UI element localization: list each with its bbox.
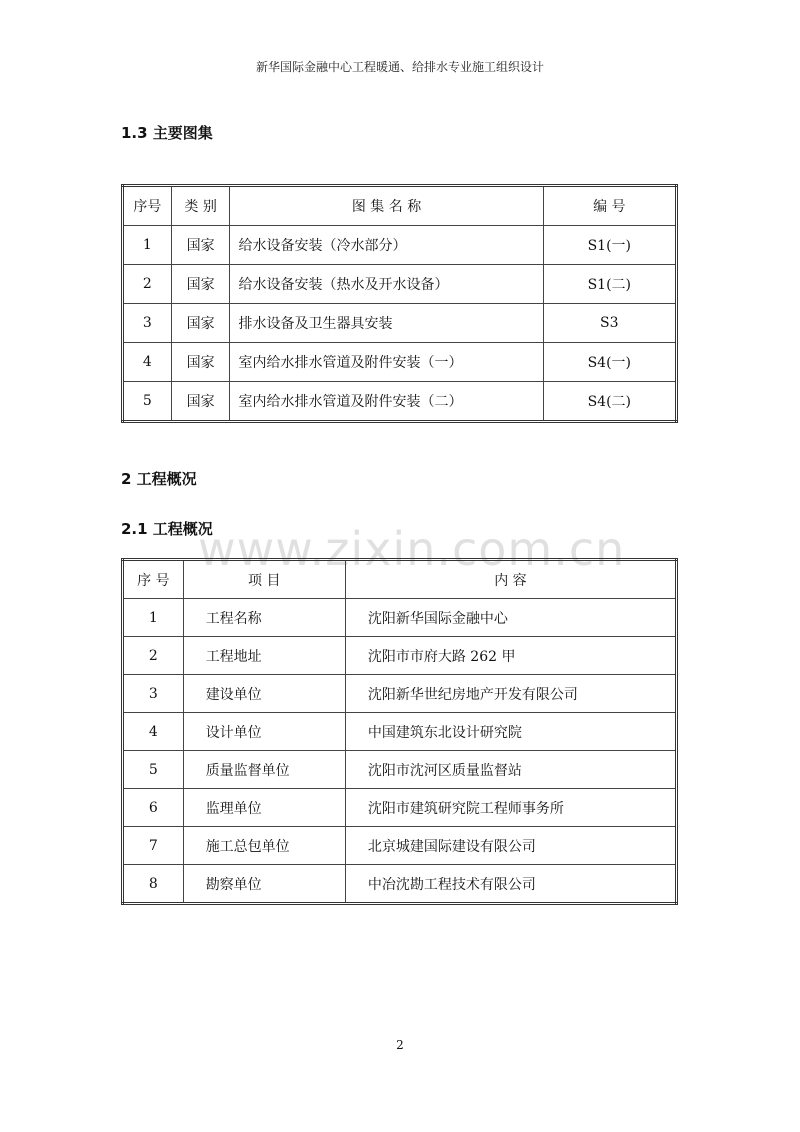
section-heading-1-3: 1.3 主要图集 <box>121 124 213 142</box>
cell-item: 监理单位 <box>183 789 345 827</box>
cell-index: 1 <box>123 226 172 265</box>
cell-item: 设计单位 <box>183 713 345 751</box>
cell-content: 中冶沈勘工程技术有限公司 <box>345 865 676 904</box>
cell-index: 1 <box>123 599 184 637</box>
header-cell: 序 号 <box>123 560 184 599</box>
table-row <box>123 751 677 789</box>
header-cell: 内 容 <box>345 560 676 599</box>
header-cell: 图 集 名 称 <box>230 186 543 226</box>
header-cell: 序号 <box>123 186 172 226</box>
cell-code: S4(一) <box>543 343 676 382</box>
cell-index: 4 <box>123 713 184 751</box>
cell-content: 沈阳新华世纪房地产开发有限公司 <box>345 675 676 713</box>
watermark: www.zixin.com.cn <box>198 522 626 576</box>
cell-index: 5 <box>123 751 184 789</box>
cell-item: 施工总包单位 <box>183 827 345 865</box>
cell-category: 国家 <box>171 265 230 304</box>
cell-category: 国家 <box>171 382 230 422</box>
section-heading-2-1: 2.1 工程概况 <box>121 520 213 538</box>
cell-atlas-name: 给水设备安装（热水及开水设备） <box>230 265 543 304</box>
cell-index: 8 <box>123 865 184 904</box>
table-row <box>123 599 677 637</box>
cell-item: 建设单位 <box>183 675 345 713</box>
header-cell: 编 号 <box>543 186 676 226</box>
cell-index: 7 <box>123 827 184 865</box>
cell-index: 4 <box>123 343 172 382</box>
cell-code: S4(二) <box>543 382 676 422</box>
cell-content: 沈阳市市府大路 262 甲 <box>345 637 676 675</box>
table-row <box>123 827 677 865</box>
cell-index: 6 <box>123 789 184 827</box>
cell-content: 沈阳市建筑研究院工程师事务所 <box>345 789 676 827</box>
cell-content: 中国建筑东北设计研究院 <box>345 713 676 751</box>
cell-atlas-name: 给水设备安装（冷水部分） <box>230 226 543 265</box>
atlas-table <box>121 184 678 423</box>
cell-atlas-name: 排水设备及卫生器具安装 <box>230 304 543 343</box>
cell-item: 质量监督单位 <box>183 751 345 789</box>
header-cell: 类 别 <box>171 186 230 226</box>
table-row <box>123 382 677 422</box>
cell-item: 勘察单位 <box>183 865 345 904</box>
cell-index: 3 <box>123 675 184 713</box>
cell-category: 国家 <box>171 304 230 343</box>
cell-content: 沈阳新华国际金融中心 <box>345 599 676 637</box>
cell-index: 2 <box>123 637 184 675</box>
cell-atlas-name: 室内给水排水管道及附件安装（二） <box>230 382 543 422</box>
page-number: 2 <box>396 1038 404 1052</box>
table-row <box>123 637 677 675</box>
section-heading-2: 2 工程概况 <box>121 470 197 488</box>
cell-category: 国家 <box>171 343 230 382</box>
table-row <box>123 713 677 751</box>
cell-index: 2 <box>123 265 172 304</box>
table-row <box>123 226 677 265</box>
cell-code: S1(二) <box>543 265 676 304</box>
table-row <box>123 675 677 713</box>
cell-index: 5 <box>123 382 172 422</box>
table-header-row <box>123 186 677 226</box>
header-cell: 项 目 <box>183 560 345 599</box>
cell-content: 北京城建国际建设有限公司 <box>345 827 676 865</box>
table-row <box>123 265 677 304</box>
project-overview-table <box>121 558 678 905</box>
cell-item: 工程名称 <box>183 599 345 637</box>
table-header-row <box>123 560 677 599</box>
table-row <box>123 343 677 382</box>
table-row <box>123 789 677 827</box>
cell-category: 国家 <box>171 226 230 265</box>
cell-atlas-name: 室内给水排水管道及附件安装（一） <box>230 343 543 382</box>
cell-item: 工程地址 <box>183 637 345 675</box>
cell-code: S1(一) <box>543 226 676 265</box>
table-row <box>123 304 677 343</box>
cell-code: S3 <box>543 304 676 343</box>
table-row <box>123 865 677 904</box>
cell-content: 沈阳市沈河区质量监督站 <box>345 751 676 789</box>
cell-index: 3 <box>123 304 172 343</box>
page-header: 新华国际金融中心工程暖通、给排水专业施工组织设计 <box>255 60 544 74</box>
